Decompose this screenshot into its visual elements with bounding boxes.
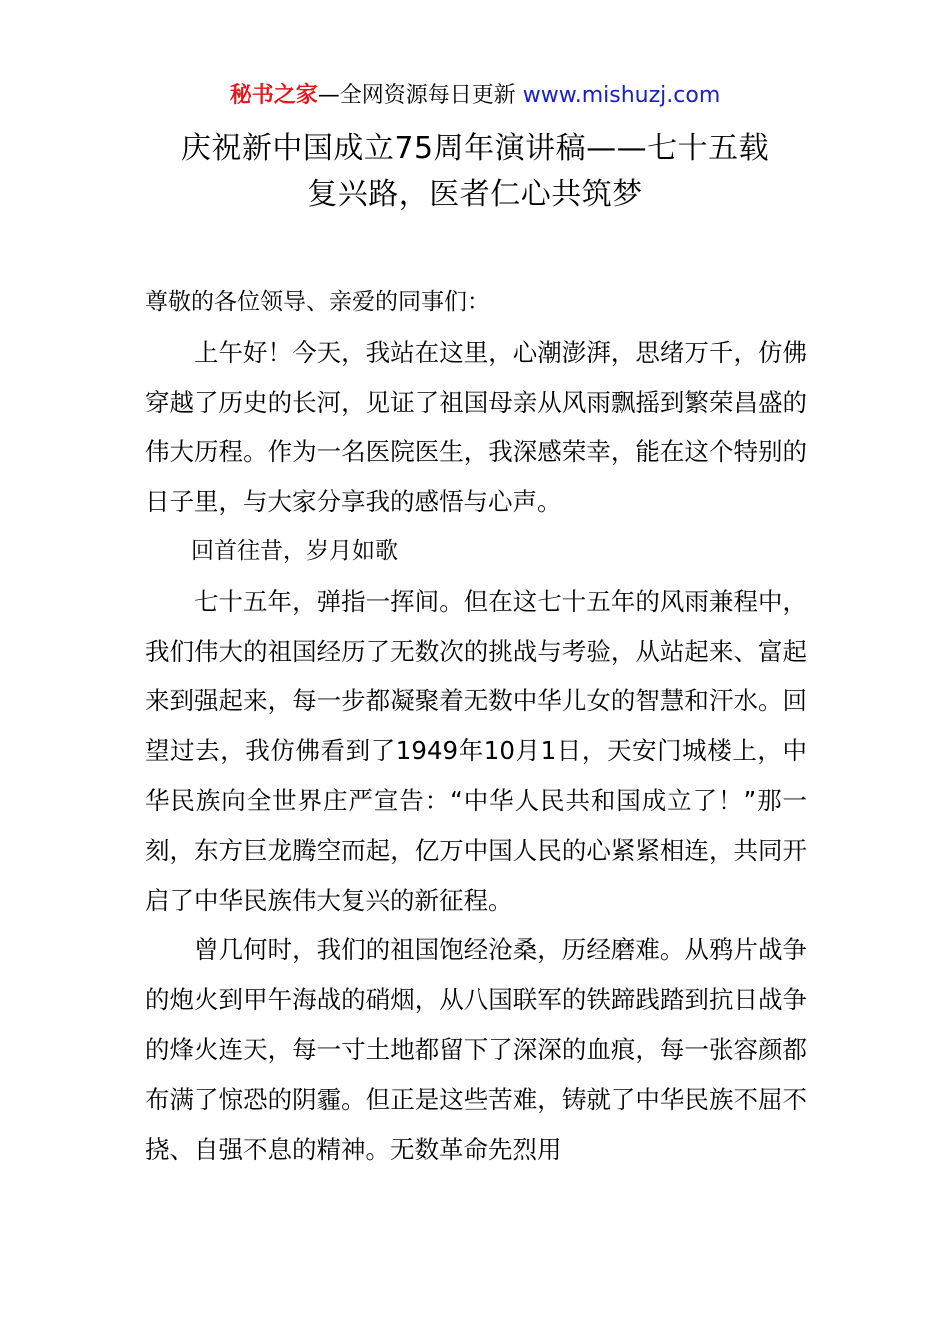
document-title bbox=[100, 126, 850, 218]
paragraph-history: 七十五年，弹指一挥间。但在这七十五年的风雨兼程中，我们伟大的祖国经历了无数次的挑战与考验，从站起来、富起来到强起来，每一步都凝聚着无数中华儿女的智慧和汗水。回望过去，我仿佛看到了1949年10月1日，天安门城楼上，中华民族向全世界庄严宣告：“中华人民共和国成立了！”那一刻，东方巨龙腾空而起，亿万中国人民的心紧紧相连，共同开启了中华民族伟大复兴的新征程。 bbox=[145, 586, 807, 915]
site-url-link[interactable]: www.mishuzj.com bbox=[522, 83, 721, 108]
paragraph-opening: 上午好！今天，我站在这里，心潮澎湃，思绪万千，仿佛穿越了历史的长河，见证了祖国母亲从风雨飘摇到繁荣昌盛的伟大历程。作为一名医院医生，我深感荣幸，能在这个特别的日子里，与大家分享我的感悟与心声。 bbox=[145, 337, 807, 517]
site-header bbox=[0, 80, 950, 112]
header-tagline: —全网资源每日更新 bbox=[317, 83, 523, 108]
title-line-2: 复兴路，医者仁心共筑梦 bbox=[307, 177, 643, 212]
brand-name: 秘书之家 bbox=[229, 83, 318, 108]
paragraph-hardship: 曾几何时，我们的祖国饱经沧桑，历经磨难。从鸦片战争的炮火到甲午海战的硝烟，从八国联军的铁蹄践踏到抗日战争的烽火连天，每一寸土地都留下了深深的血痕，每一张容颜都布满了惊恐的阴霾。但正是这些苦难，铸就了中华民族不屈不挠、自强不息的精神。无数革命先烈用 bbox=[145, 935, 807, 1164]
document-body bbox=[145, 278, 807, 1174]
salutation: 尊敬的各位领导、亲爱的同事们： bbox=[145, 289, 490, 315]
section-subheading: 回首往昔，岁月如歌 bbox=[191, 537, 398, 564]
title-line-1: 庆祝新中国成立75周年演讲稿——七十五载 bbox=[180, 131, 770, 166]
